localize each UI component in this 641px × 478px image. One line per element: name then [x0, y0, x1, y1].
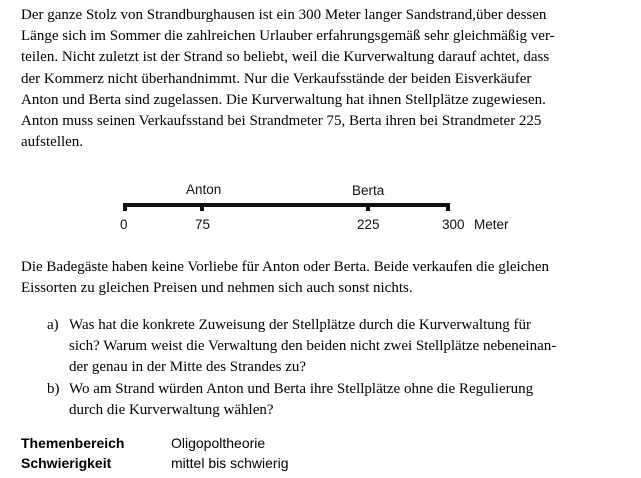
question-b — [47, 379, 627, 421]
tick-label-75: 75 — [195, 217, 211, 232]
text-line: Eissorten zu gleichen Preisen und nehmen sich auch sonst nichts. — [21, 280, 413, 297]
tick-0 — [123, 203, 127, 211]
tick-300 — [446, 203, 450, 211]
question-marker: b) — [47, 380, 60, 397]
text-line: Anton muss seinen Verkaufsstand bei Strandmeter 75, Berta ihren bei Strandmeter 225 — [21, 113, 542, 130]
question-a — [47, 315, 627, 379]
text-line: Wo am Strand würden Anton und Berta ihre Stellplätze ohne die Regulierung — [69, 380, 534, 397]
difficulty-row — [21, 453, 288, 473]
text-line: Anton und Berta sind zugelassen. Die Kurverwaltung hat ihnen Stellplätze zugewiesen. — [21, 91, 546, 108]
tick-225 — [366, 203, 370, 211]
text-line: Länge sich im Sommer die zahlreichen Urlauber erfahrungsgemäß sehr gleichmäßig ver- — [21, 28, 555, 45]
text-line: der genau in der Mitte des Strandes zu? — [69, 359, 307, 376]
metadata-table — [21, 433, 288, 473]
text-line: Der ganze Stolz von Strandburghausen ist ein 300 Meter langer Sandstrand,über dessen — [21, 7, 547, 23]
text-line: teilen. Nicht zuletzt ist der Strand so beliebt, weil die Kurverwaltung darauf achtet, dass — [21, 49, 550, 66]
tick-label-0: 0 — [120, 217, 128, 232]
question-marker: a) — [47, 317, 59, 333]
text-line: durch die Kurverwaltung wählen? — [69, 401, 274, 418]
question-list — [47, 315, 627, 421]
vendor-label-anton: Anton — [186, 182, 222, 197]
text-line: aufstellen. — [21, 134, 84, 151]
beach-line — [123, 203, 450, 207]
intro-paragraph — [21, 5, 591, 153]
second-paragraph — [21, 257, 591, 299]
topic-row — [21, 433, 288, 453]
vendor-label-berta: Berta — [352, 183, 385, 198]
text-line: der Kommerz nicht überhandnimmt. Nur die Verkaufsstände der beiden Eisverkäufer — [21, 70, 532, 87]
topic-value: Oligopoltheorie — [171, 435, 266, 451]
text-line: sich? Warum weist die Verwaltung den beiden nicht zwei Stellplätze nebeneinan- — [69, 338, 557, 355]
topic-label: Themenbereich — [21, 435, 125, 451]
tick-75 — [200, 203, 204, 211]
tick-label-300: 300 — [442, 217, 465, 232]
text-line: Was hat die konkrete Zuweisung der Stellplätze durch die Kurverwaltung für — [69, 317, 531, 333]
text-line: Die Badegäste haben keine Vorliebe für Anton oder Berta. Beide verkaufen die gleichen — [21, 259, 550, 275]
difficulty-value: mittel bis schwierig — [171, 455, 289, 471]
unit-label: Meter — [474, 217, 509, 232]
tick-label-225: 225 — [357, 217, 380, 232]
difficulty-label: Schwierigkeit — [21, 455, 112, 471]
